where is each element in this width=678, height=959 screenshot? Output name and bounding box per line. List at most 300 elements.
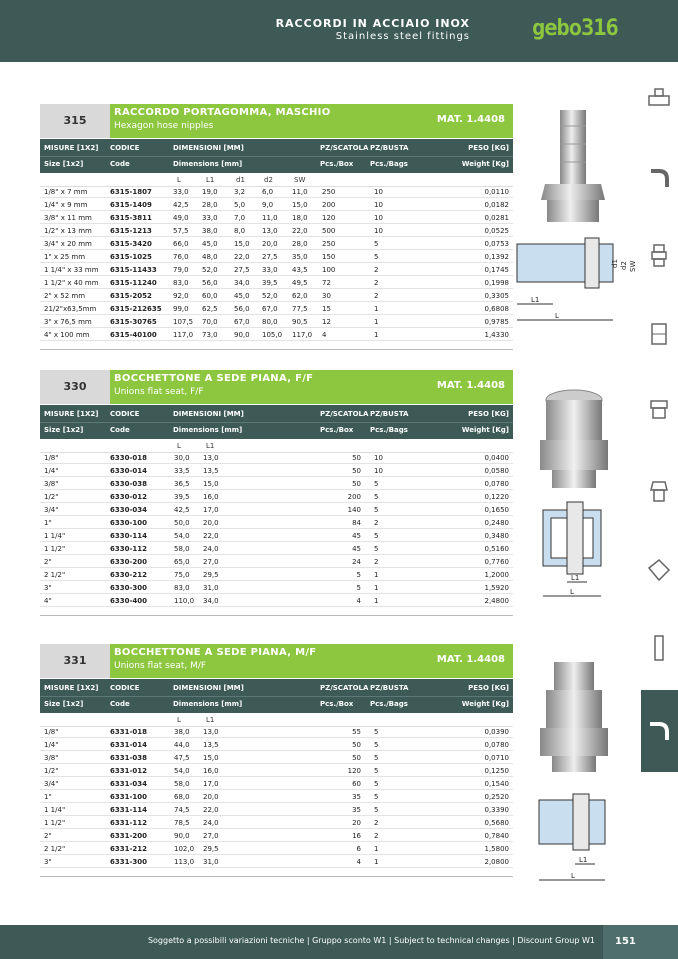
table-cell: 6,0	[262, 188, 274, 196]
table-cell: 50	[352, 754, 361, 762]
elbow-fitting-icon[interactable]	[645, 165, 673, 193]
table-cell: 113,0	[174, 858, 195, 866]
table-cell: 1	[374, 331, 379, 339]
col-dimensions: Dimensions [mm]	[173, 160, 243, 168]
table-cell: 107,5	[173, 318, 194, 326]
table-cell: 6330-300	[110, 584, 147, 592]
table-cell: 6330-212	[110, 571, 147, 579]
table-cell: 13,0	[203, 728, 219, 736]
table-cell: 5	[374, 741, 379, 749]
table-cell: 1 1/2" x 40 mm	[44, 279, 99, 287]
col-pz-scatola: PZ/SCATOLA	[320, 684, 369, 692]
table-cell: 30,0	[174, 454, 190, 462]
table-cell: 42,5	[173, 201, 189, 209]
table-cell: 31,0	[203, 858, 219, 866]
table-row	[40, 213, 513, 224]
table-cell: 18,0	[292, 214, 308, 222]
table-row	[40, 304, 513, 315]
table-cell: 5	[374, 493, 379, 501]
table-cell: 20,0	[203, 519, 219, 527]
table-cell: 1 1/2"	[44, 545, 66, 553]
table-row	[40, 252, 513, 263]
page-header	[0, 0, 678, 62]
col-pcs-box: Pcs./Box	[320, 700, 354, 708]
table-cell: 6331-114	[110, 806, 147, 814]
col-pcs-bags: Pcs./Bags	[370, 700, 408, 708]
material-label: MAT. 1.4408	[436, 114, 505, 125]
table-cell: 43,5	[292, 266, 308, 274]
tee-fitting-icon[interactable]	[645, 86, 673, 114]
table-cell: 28,0	[202, 201, 218, 209]
table-cell: 83,0	[174, 584, 190, 592]
table-cell: 0,1540	[484, 780, 509, 788]
table-cell: 1 1/4"	[44, 806, 66, 814]
col-size: Size [1x2]	[44, 426, 84, 434]
table-cell: 6	[356, 845, 361, 853]
table-cell: 0,2520	[484, 793, 509, 801]
table-cell: 90,0	[234, 331, 250, 339]
table-row	[40, 330, 513, 341]
table-cell: 1/2" x 13 mm	[44, 227, 92, 235]
table-row	[40, 531, 513, 542]
dimension-subheader	[40, 714, 513, 727]
section-subtitle: Unions flat seat, F/F	[114, 387, 204, 397]
table-cell: 6315-3420	[110, 240, 152, 248]
material-label: MAT. 1.4408	[436, 380, 505, 391]
page-footer	[0, 925, 603, 959]
section-title: BOCCHETTONE A SEDE PIANA, F/F	[114, 373, 314, 384]
table-cell: 5,0	[234, 201, 246, 209]
dim-l: L	[177, 716, 181, 724]
table-cell: 5	[374, 728, 379, 736]
table-cell: 77,5	[292, 305, 308, 313]
table-cell: 500	[322, 227, 336, 235]
col-pz-busta: PZ/BUSTA	[370, 410, 409, 418]
table-cell: 2	[374, 832, 379, 840]
table-cell: 33,0	[202, 214, 218, 222]
table-cell: 3/4" x 20 mm	[44, 240, 92, 248]
col-size: Size [1x2]	[44, 700, 84, 708]
table-cell: 27,5	[234, 266, 250, 274]
table-cell: 70,0	[202, 318, 218, 326]
table-row	[40, 857, 513, 868]
table-bottom-line	[40, 615, 513, 616]
table-cell: 45,0	[202, 240, 218, 248]
table-cell: 5	[374, 754, 379, 762]
table-cell: 0,1250	[484, 767, 509, 775]
table-cell: 120	[347, 767, 361, 775]
dimension-subheader	[40, 440, 513, 453]
table-cell: 6315-1409	[110, 201, 152, 209]
table-cell: 50	[352, 741, 361, 749]
table-cell: 6315-40100	[110, 331, 157, 339]
table-cell: 24	[352, 558, 361, 566]
reducer-fitting-icon[interactable]	[645, 478, 673, 506]
table-cell: 2,4800	[484, 597, 509, 605]
col-pz-busta: PZ/BUSTA	[370, 684, 409, 692]
table-cell: 1 1/4"	[44, 532, 66, 540]
table-cell: 1	[374, 571, 379, 579]
hex-nipple-icon[interactable]	[645, 242, 673, 270]
table-cell: 62,5	[202, 305, 218, 313]
table-cell: 6331-112	[110, 819, 147, 827]
table-cell: 0,1650	[484, 506, 509, 514]
table-cell: 6331-200	[110, 832, 147, 840]
section-subtitle: Hexagon hose nipples	[114, 121, 214, 131]
table-cell: 1/2"	[44, 767, 59, 775]
table-cell: 3/8"	[44, 754, 59, 762]
table-cell: 29,5	[203, 845, 219, 853]
dim-label-l: L	[555, 312, 559, 320]
table-cell: 27,0	[203, 558, 219, 566]
table-cell: 13,5	[203, 741, 219, 749]
dim-label-l: L	[570, 588, 574, 596]
table-row	[40, 805, 513, 816]
dim-l: L	[177, 176, 181, 184]
col-codice: CODICE	[110, 684, 140, 692]
table-cell: 0,1998	[484, 279, 509, 287]
table-cell: 72	[322, 279, 331, 287]
table-cell: 0,5160	[484, 545, 509, 553]
table-cell: 38,0	[202, 227, 218, 235]
table-cell: 45,0	[234, 292, 250, 300]
table-cell: 17,0	[203, 506, 219, 514]
table-cell: 76,0	[173, 253, 189, 261]
table-cell: 65,0	[174, 558, 190, 566]
table-cell: 0,0281	[484, 214, 509, 222]
table-cell: 3"	[44, 858, 52, 866]
table-row	[40, 226, 513, 237]
col-pz-scatola: PZ/SCATOLA	[320, 410, 369, 418]
table-row	[40, 740, 513, 751]
page-number-box	[603, 925, 678, 959]
union-ff-drawing	[537, 496, 617, 606]
dim-label-l1: L1	[579, 856, 588, 864]
table-cell: 6315-2052	[110, 292, 152, 300]
table-cell: 1,5920	[484, 584, 509, 592]
table-cell: 3" x 76,5 mm	[44, 318, 92, 326]
table-cell: 5	[374, 793, 379, 801]
dim-l1: L1	[206, 176, 215, 184]
table-row	[40, 278, 513, 289]
table-cell: 3/8" x 11 mm	[44, 214, 92, 222]
table-cell: 120	[322, 214, 336, 222]
table-cell: 31,0	[203, 584, 219, 592]
table-cell: 1,4330	[484, 331, 509, 339]
table-cell: 0,3480	[484, 532, 509, 540]
table-cell: 6315-3811	[110, 214, 152, 222]
dim-d1: d1	[236, 176, 245, 184]
table-cell: 3/8"	[44, 480, 59, 488]
table-cell: 6331-014	[110, 741, 147, 749]
col-misure: MISURE [1X2]	[44, 410, 99, 418]
section-header	[40, 104, 513, 138]
table-cell: 110,0	[174, 597, 195, 605]
table-cell: 1/4" x 9 mm	[44, 201, 88, 209]
table-cell: 50	[352, 467, 361, 475]
table-cell: 10	[374, 454, 383, 462]
table-cell: 78,5	[174, 819, 190, 827]
table-cell: 13,0	[262, 227, 278, 235]
col-dimensioni: DIMENSIONI [MM]	[173, 144, 244, 152]
table-cell: 28,0	[292, 240, 308, 248]
table-cell: 48,0	[202, 253, 218, 261]
dim-label-l1: L1	[531, 296, 540, 304]
table-cell: 1 1/2"	[44, 819, 66, 827]
table-cell: 50	[352, 480, 361, 488]
table-row	[40, 187, 513, 198]
dim-label-d1: d1	[611, 259, 619, 268]
col-dimensions: Dimensions [mm]	[173, 700, 243, 708]
table-cell: 0,0753	[484, 240, 509, 248]
table-cell: 60	[352, 780, 361, 788]
table-cell: 6331-018	[110, 728, 147, 736]
article-number: 330	[40, 370, 110, 404]
table-cell: 83,0	[173, 279, 189, 287]
table-cell: 73,0	[202, 331, 218, 339]
dim-l: L	[177, 442, 181, 450]
table-cell: 6331-100	[110, 793, 147, 801]
table-header	[40, 405, 513, 439]
socket-fitting-icon[interactable]	[645, 320, 673, 348]
table-cell: 29,5	[203, 571, 219, 579]
material-label: MAT. 1.4408	[436, 654, 505, 665]
table-bottom-line	[40, 349, 513, 350]
table-cell: 6330-034	[110, 506, 147, 514]
bend-fitting-icon[interactable]	[645, 556, 673, 584]
union-mf-drawing	[535, 784, 615, 888]
table-cell: 1/4"	[44, 741, 59, 749]
table-cell: 75,0	[174, 571, 190, 579]
table-row	[40, 265, 513, 276]
table-cell: 60,0	[202, 292, 218, 300]
col-pcs-bags: Pcs./Bags	[370, 426, 408, 434]
table-cell: 6330-112	[110, 545, 147, 553]
table-cell: 0,0580	[484, 467, 509, 475]
table-cell: 1"	[44, 793, 52, 801]
table-cell: 42,5	[174, 506, 190, 514]
table-cell: 2"	[44, 832, 52, 840]
col-code: Code	[110, 160, 130, 168]
table-row	[40, 317, 513, 328]
table-row	[40, 239, 513, 250]
table-cell: 100	[322, 266, 336, 274]
table-cell: 67,0	[234, 318, 250, 326]
table-cell: 0,5680	[484, 819, 509, 827]
table-cell: 35	[352, 793, 361, 801]
dim-label-d2: d2	[620, 261, 628, 270]
table-cell: 39,5	[262, 279, 278, 287]
col-weight: Weight [Kg]	[461, 160, 509, 168]
table-cell: 6315-1807	[110, 188, 152, 196]
brand-logo: gebo316	[532, 16, 618, 41]
table-cell: 6330-038	[110, 480, 147, 488]
table-cell: 27,0	[203, 832, 219, 840]
table-cell: 10	[374, 227, 383, 235]
table-cell: 200	[347, 493, 361, 501]
dim-sw: SW	[294, 176, 306, 184]
table-cell: 11,0	[292, 188, 308, 196]
table-cell: 6315-212635	[110, 305, 162, 313]
table-cell: 74,5	[174, 806, 190, 814]
table-cell: 1,5800	[484, 845, 509, 853]
header-title-it: RACCORDI IN ACCIAIO INOX	[275, 17, 470, 30]
table-cell: 99,0	[173, 305, 189, 313]
table-cell: 4	[356, 858, 361, 866]
table-row	[40, 753, 513, 764]
table-cell: 45	[352, 532, 361, 540]
table-cell: 5	[374, 806, 379, 814]
table-cell: 6315-30765	[110, 318, 157, 326]
table-cell: 6331-038	[110, 754, 147, 762]
table-row	[40, 505, 513, 516]
col-code: Code	[110, 426, 130, 434]
table-header	[40, 679, 513, 713]
table-cell: 19,0	[202, 188, 218, 196]
table-cell: 58,0	[174, 780, 190, 788]
table-cell: 20,0	[262, 240, 278, 248]
table-row	[40, 200, 513, 211]
table-cell: 57,5	[173, 227, 189, 235]
table-cell: 3"	[44, 584, 52, 592]
table-cell: 150	[322, 253, 336, 261]
dim-d2: d2	[264, 176, 273, 184]
table-cell: 50,0	[174, 519, 190, 527]
table-cell: 6330-014	[110, 467, 147, 475]
table-cell: 80,0	[262, 318, 278, 326]
title-band	[110, 104, 513, 138]
header-title-en: Stainless steel fittings	[335, 31, 470, 42]
table-cell: 2	[374, 519, 379, 527]
dim-label-sw: SW	[629, 260, 637, 272]
col-dimensioni: DIMENSIONI [MM]	[173, 684, 244, 692]
table-cell: 39,5	[174, 493, 190, 501]
table-cell: 33,0	[173, 188, 189, 196]
table-cell: 6330-114	[110, 532, 147, 540]
col-peso: PESO [KG]	[468, 410, 509, 418]
table-cell: 1	[374, 845, 379, 853]
table-row	[40, 557, 513, 568]
section-330	[40, 370, 513, 610]
table-cell: 0,0780	[484, 741, 509, 749]
table-header	[40, 139, 513, 173]
table-cell: 0,7760	[484, 558, 509, 566]
table-row	[40, 583, 513, 594]
table-cell: 5	[374, 240, 379, 248]
table-cell: 15,0	[292, 201, 308, 209]
table-bottom-line	[40, 876, 513, 877]
union-fitting-icon[interactable]	[645, 396, 673, 424]
dim-label-l1: L1	[571, 574, 580, 582]
col-peso: PESO [KG]	[468, 684, 509, 692]
table-row	[40, 570, 513, 581]
table-cell: 13,0	[203, 454, 219, 462]
table-cell: 49,0	[173, 214, 189, 222]
table-row	[40, 518, 513, 529]
table-cell: 5	[374, 780, 379, 788]
table-cell: 33,0	[262, 266, 278, 274]
section-header	[40, 370, 513, 404]
table-cell: 0,3390	[484, 806, 509, 814]
table-cell: 1/2"	[44, 493, 59, 501]
table-cell: 11,0	[262, 214, 278, 222]
pipe-nipple-icon[interactable]	[645, 634, 673, 662]
table-cell: 21/2"x63,5mm	[44, 305, 97, 313]
table-cell: 6331-012	[110, 767, 147, 775]
elbow-45-icon[interactable]	[645, 716, 673, 744]
page-number: 151	[615, 936, 636, 947]
table-cell: 5	[356, 584, 361, 592]
table-cell: 7,0	[234, 214, 246, 222]
table-row	[40, 818, 513, 829]
table-cell: 200	[322, 201, 336, 209]
table-cell: 56,0	[202, 279, 218, 287]
table-cell: 140	[347, 506, 361, 514]
table-cell: 105,0	[262, 331, 283, 339]
hose-nipple-drawing	[513, 232, 641, 328]
table-cell: 35,0	[292, 253, 308, 261]
table-cell: 20,0	[203, 793, 219, 801]
table-cell: 1 1/4" x 33 mm	[44, 266, 99, 274]
table-row	[40, 779, 513, 790]
col-codice: CODICE	[110, 410, 140, 418]
table-cell: 6330-100	[110, 519, 147, 527]
table-cell: 54,0	[174, 532, 190, 540]
section-331	[40, 644, 513, 894]
table-cell: 117,0	[292, 331, 313, 339]
table-cell: 38,0	[174, 728, 190, 736]
table-cell: 6331-300	[110, 858, 147, 866]
table-cell: 2	[374, 558, 379, 566]
table-cell: 0,2480	[484, 519, 509, 527]
table-cell: 55	[352, 728, 361, 736]
table-row	[40, 596, 513, 607]
section-header	[40, 644, 513, 678]
table-cell: 0,9785	[484, 318, 509, 326]
table-cell: 52,0	[262, 292, 278, 300]
table-cell: 36,5	[174, 480, 190, 488]
table-cell: 66,0	[173, 240, 189, 248]
table-cell: 24,0	[203, 545, 219, 553]
table-cell: 34,0	[203, 597, 219, 605]
dim-l1: L1	[206, 716, 215, 724]
dimension-subheader	[40, 174, 513, 187]
table-cell: 0,7840	[484, 832, 509, 840]
table-cell: 0,0110	[484, 188, 509, 196]
table-row	[40, 792, 513, 803]
col-pcs-box: Pcs./Box	[320, 426, 354, 434]
table-cell: 16,0	[203, 767, 219, 775]
table-cell: 49,5	[292, 279, 308, 287]
table-cell: 2"	[44, 558, 52, 566]
table-cell: 0,1392	[484, 253, 509, 261]
table-cell: 17,0	[203, 780, 219, 788]
col-codice: CODICE	[110, 144, 140, 152]
table-cell: 5	[374, 767, 379, 775]
col-pcs-bags: Pcs./Bags	[370, 160, 408, 168]
table-cell: 1,2000	[484, 571, 509, 579]
table-cell: 67,0	[262, 305, 278, 313]
table-cell: 2" x 52 mm	[44, 292, 86, 300]
section-title: BOCCHETTONE A SEDE PIANA, M/F	[114, 647, 317, 658]
col-pz-scatola: PZ/SCATOLA	[320, 144, 369, 152]
table-cell: 8,0	[234, 227, 246, 235]
table-row	[40, 291, 513, 302]
table-cell: 1/4"	[44, 467, 59, 475]
table-cell: 45	[352, 545, 361, 553]
table-cell: 47,5	[174, 754, 190, 762]
table-cell: 2	[374, 819, 379, 827]
